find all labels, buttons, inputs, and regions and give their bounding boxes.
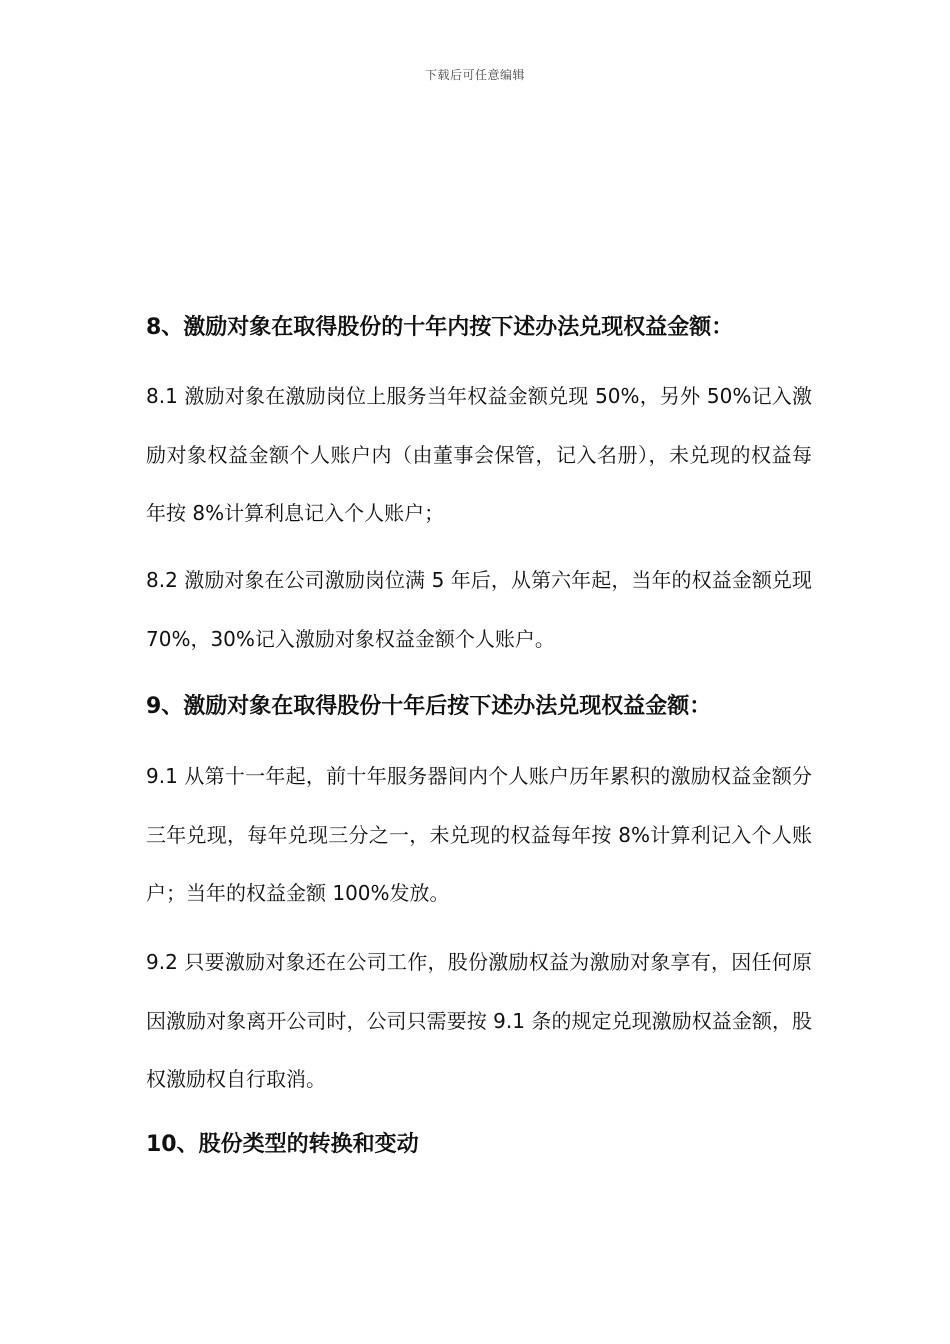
- header-note: 下载后可任意编辑: [424, 68, 525, 82]
- paragraph-8-2: 8.2 激励对象在公司激励岗位满 5 年后，从第六年起，当年的权益金额兑现 70%，30%记入激励对象权益金额个人账户。: [146, 568, 812, 651]
- paragraph-9-2: 9.2 只要激励对象还在公司工作，股份激励权益为激励对象享有，因任何原因激励对象离开公司时，公司只需要按 9.1 条的规定兑现激励权益金额，股权激励权自行取消。: [146, 950, 812, 1091]
- section-8-heading: 8、激励对象在取得股份的十年内按下述办法兑现权益金额：: [146, 315, 734, 340]
- section-9-heading: 9、激励对象在取得股份十年后按下述办法兑现权益金额：: [146, 694, 712, 719]
- paragraph-9-1: 9.1 从第十一年起，前十年服务器间内个人账户历年累积的激励权益金额分三年兑现，每年兑现三分之一，未兑现的权益每年按 8%计算利记入个人账户；当年的权益金额 100%发放。: [146, 764, 812, 905]
- paragraph-8-1: 8.1 激励对象在激励岗位上服务当年权益金额兑现 50%，另外 50%记入激励对象权益金额个人账户内（由董事会保管，记入名册），未兑现的权益每年按 8%计算利息记入个人账户；: [146, 384, 812, 525]
- section-10-heading: 10、股份类型的转换和变动: [146, 1132, 419, 1157]
